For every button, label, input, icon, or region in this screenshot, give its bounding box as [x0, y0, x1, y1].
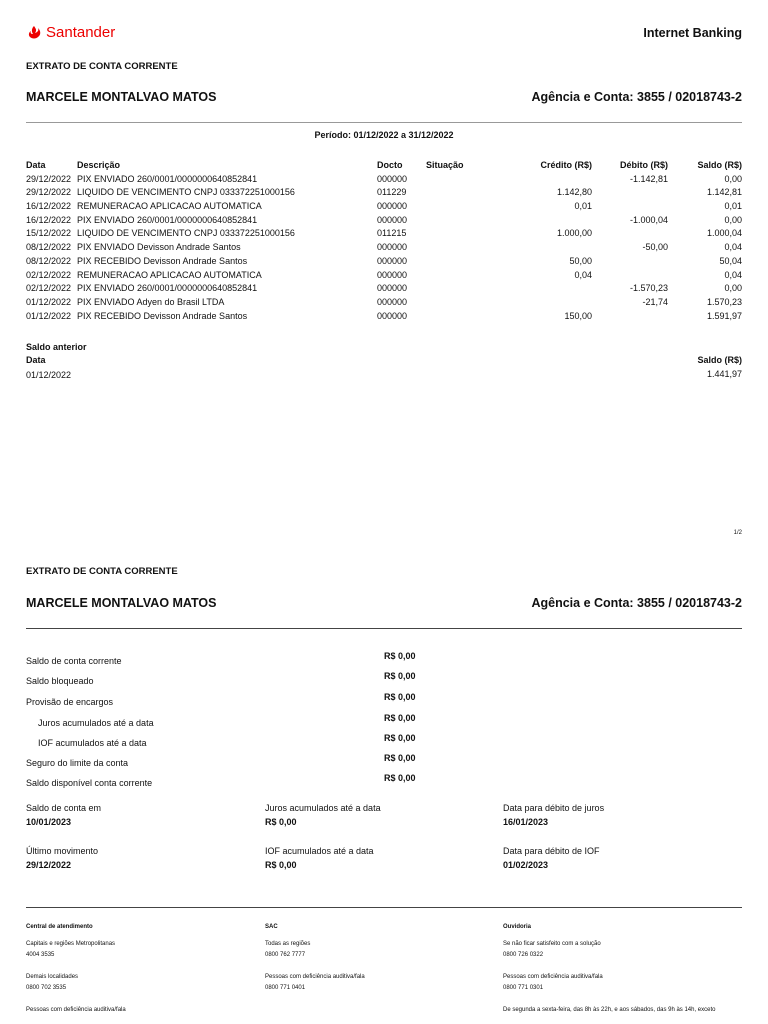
col-description: Descrição: [77, 160, 121, 170]
page1-divider: [26, 122, 742, 123]
page2-divider: [26, 628, 742, 629]
tx-date: 08/12/2022: [26, 255, 72, 266]
info-label: Juros acumulados até a data: [265, 803, 381, 813]
tx-date: 01/12/2022: [26, 310, 72, 321]
footer-divider: [26, 907, 742, 908]
info-value: 16/01/2023: [503, 817, 549, 827]
prev-balance-balance-label: Saldo (R$): [697, 355, 742, 365]
tx-description: PIX RECEBIDO Devisson Andrade Santos: [77, 255, 248, 266]
footer-line: 0800 702 3535: [26, 985, 67, 991]
table-row: [26, 282, 742, 296]
footer-ouvidoria-title: Ouvidoria: [503, 924, 532, 930]
summary-value: R$ 0,00: [384, 773, 416, 783]
footer-line: [26, 961, 246, 972]
summary-label: Seguro do limite da conta: [26, 758, 129, 768]
footer-line: [503, 961, 743, 972]
footer-central-lines: [26, 939, 246, 1016]
tx-description: PIX RECEBIDO Devisson Andrade Santos: [77, 310, 248, 321]
summary-value: R$ 0,00: [384, 671, 416, 681]
tx-credit: 0,04: [574, 269, 592, 280]
info-value: R$ 0,00: [265, 860, 297, 870]
tx-doc: 000000: [377, 269, 408, 280]
tx-description: LIQUIDO DE VENCIMENTO CNPJ 033372251000156: [77, 228, 295, 239]
table-row: [26, 200, 742, 214]
summary-label: Saldo disponível conta corrente: [26, 778, 153, 788]
table-row: [26, 310, 742, 324]
tx-debit: -1.000,04: [629, 214, 668, 225]
tx-date: 01/12/2022: [26, 296, 72, 307]
col-status: Situação: [426, 160, 464, 170]
summary-label: Saldo de conta corrente: [26, 656, 122, 666]
footer-central: [26, 922, 246, 1016]
tx-credit: 50,00: [569, 255, 592, 266]
tx-balance: 50,04: [719, 255, 742, 266]
page2-doc-title: EXTRATO DE CONTA CORRENTE: [26, 566, 178, 577]
summary-value: R$ 0,00: [384, 692, 416, 702]
footer-line: Demais localidades: [26, 974, 79, 980]
summary-label: IOF acumulados até a data: [38, 738, 147, 748]
table-row: [26, 186, 742, 200]
info-label: Saldo de conta em: [26, 803, 102, 813]
info-value: 01/02/2023: [503, 860, 549, 870]
table-row: [26, 173, 742, 187]
summary-value: R$ 0,00: [384, 713, 416, 723]
tx-description: PIX ENVIADO 260/0001/0000000640852841: [77, 173, 258, 184]
page-number: 1/2: [733, 530, 742, 536]
col-debit: Débito (R$): [620, 160, 668, 170]
footer-line: [265, 961, 485, 972]
tx-balance: 1.570,23: [706, 296, 742, 307]
prev-balance-date: 01/12/2022: [26, 370, 72, 380]
tx-date: 29/12/2022: [26, 187, 72, 198]
tx-balance: 1.000,04: [706, 228, 742, 239]
footer-line: Se não ficar satisfeito com a solução: [503, 941, 601, 947]
table-row: [26, 255, 742, 269]
info-label: Data para débito de IOF: [503, 846, 600, 856]
col-date: Data: [26, 160, 46, 170]
tx-date: 08/12/2022: [26, 242, 72, 253]
prev-balance-date-label: Data: [26, 355, 46, 365]
table-body: [26, 173, 742, 324]
tx-description: PIX ENVIADO Devisson Andrade Santos: [77, 242, 241, 253]
prev-balance-title: Saldo anterior: [26, 342, 87, 352]
tx-doc: 000000: [377, 173, 408, 184]
tx-date: 02/12/2022: [26, 269, 72, 280]
footer-line: 4004 3535: [26, 952, 55, 958]
info-label: IOF acumulados até a data: [265, 846, 374, 856]
tx-balance: 0,00: [724, 283, 742, 294]
tx-date: 02/12/2022: [26, 283, 72, 294]
transactions-table: [26, 159, 742, 323]
footer-ouvidoria: [503, 922, 743, 1016]
tx-description: PIX ENVIADO 260/0001/0000000640852841: [77, 283, 258, 294]
footer-line: 0800 771 0301: [503, 985, 544, 991]
tx-date: 16/12/2022: [26, 201, 72, 212]
tx-doc: 011229: [377, 187, 407, 198]
prev-balance-amount: 1.441,97: [706, 369, 742, 379]
table-row: [26, 241, 742, 255]
footer-ouvidoria-lines: [503, 939, 743, 1016]
footer-line: De segunda a sexta-feira, das 8h às 22h, e aos sábados, das 9h às 14h, exceto: [503, 1007, 716, 1013]
santander-logo: [26, 24, 115, 41]
footer-line: Pessoas com deficiência auditiva/fala: [503, 974, 603, 980]
tx-doc: 000000: [377, 255, 408, 266]
tx-description: REMUNERACAO APLICACAO AUTOMATICA: [77, 269, 262, 280]
col-doc: Docto: [377, 160, 403, 170]
tx-doc: 000000: [377, 242, 408, 253]
footer-line: Pessoas com deficiência auditiva/fala: [265, 974, 365, 980]
summary-value: R$ 0,00: [384, 753, 416, 763]
table-row: [26, 227, 742, 241]
summary-value: R$ 0,00: [384, 733, 416, 743]
info-label: Último movimento: [26, 846, 99, 856]
table-row: [26, 269, 742, 283]
tx-doc: 000000: [377, 201, 408, 212]
tx-credit: 1.142,80: [556, 187, 592, 198]
tx-debit: -50,00: [642, 242, 668, 253]
tx-doc: 000000: [377, 214, 408, 225]
tx-description: REMUNERACAO APLICACAO AUTOMATICA: [77, 201, 262, 212]
footer-sac-lines: [265, 939, 485, 994]
brand-name: Santander: [46, 24, 116, 41]
table-header: [26, 159, 742, 173]
page2-account-number: Agência e Conta: 3855 / 02018743-2: [531, 596, 742, 610]
footer-sac: [265, 922, 485, 994]
tx-balance: 0,04: [724, 269, 742, 280]
tx-credit: 0,01: [574, 201, 592, 212]
tx-balance: 0,00: [724, 214, 742, 225]
summary-label: Saldo bloqueado: [26, 676, 94, 686]
info-value: R$ 0,00: [265, 817, 297, 827]
footer-line: Pessoas com deficiência auditiva/fala: [26, 1007, 126, 1013]
footer-line: 0800 762 7777: [265, 952, 306, 958]
tx-description: LIQUIDO DE VENCIMENTO CNPJ 033372251000156: [77, 187, 295, 198]
tx-credit: 1.000,00: [556, 228, 592, 239]
summary-label: Provisão de encargos: [26, 697, 114, 707]
col-balance: Saldo (R$): [697, 160, 742, 170]
footer-line: 0800 726 0322: [503, 952, 544, 958]
page1-account-number: Agência e Conta: 3855 / 02018743-2: [531, 90, 742, 104]
footer-line: 0800 771 0401: [265, 985, 306, 991]
internet-banking-label: Internet Banking: [643, 26, 742, 40]
page2-account-holder: MARCELE MONTALVAO MATOS: [26, 596, 217, 610]
tx-date: 16/12/2022: [26, 214, 72, 225]
tx-doc: 000000: [377, 310, 408, 321]
tx-balance: 1.142,81: [706, 187, 742, 198]
tx-balance: 0,01: [724, 201, 742, 212]
tx-balance: 0,00: [724, 173, 742, 184]
footer-line: [503, 994, 743, 1005]
tx-doc: 000000: [377, 283, 408, 294]
info-value: 10/01/2023: [26, 817, 72, 827]
tx-debit: -1.570,23: [629, 283, 668, 294]
footer-line: [26, 994, 246, 1005]
table-row: [26, 214, 742, 228]
tx-debit: -1.142,81: [629, 173, 668, 184]
tx-date: 29/12/2022: [26, 173, 72, 184]
statement-period: Período: 01/12/2022 a 31/12/2022: [314, 130, 454, 140]
info-label: Data para débito de juros: [503, 803, 605, 813]
tx-debit: -21,74: [642, 296, 668, 307]
table-row: [26, 296, 742, 310]
footer-line: Capitais e regiões Metropolitanas: [26, 941, 116, 947]
col-credit: Crédito (R$): [540, 160, 592, 170]
info-value: 29/12/2022: [26, 860, 72, 870]
footer-central-title: Central de atendimento: [26, 924, 93, 930]
tx-balance: 0,04: [724, 242, 742, 253]
tx-doc: 011215: [377, 228, 407, 239]
summary-label: Juros acumulados até a data: [38, 718, 154, 728]
page1-account-holder: MARCELE MONTALVAO MATOS: [26, 90, 217, 104]
tx-balance: 1.591,97: [706, 310, 742, 321]
summary-value: R$ 0,00: [384, 651, 416, 661]
footer-sac-title: SAC: [265, 924, 278, 930]
tx-date: 15/12/2022: [26, 228, 72, 239]
flame-icon: [26, 25, 42, 41]
tx-description: PIX ENVIADO Adyen do Brasil LTDA: [77, 296, 225, 307]
page1-doc-title: EXTRATO DE CONTA CORRENTE: [26, 61, 178, 72]
tx-doc: 000000: [377, 296, 408, 307]
tx-description: PIX ENVIADO 260/0001/0000000640852841: [77, 214, 258, 225]
footer-line: Todas as regiões: [265, 941, 311, 947]
tx-credit: 150,00: [564, 310, 592, 321]
